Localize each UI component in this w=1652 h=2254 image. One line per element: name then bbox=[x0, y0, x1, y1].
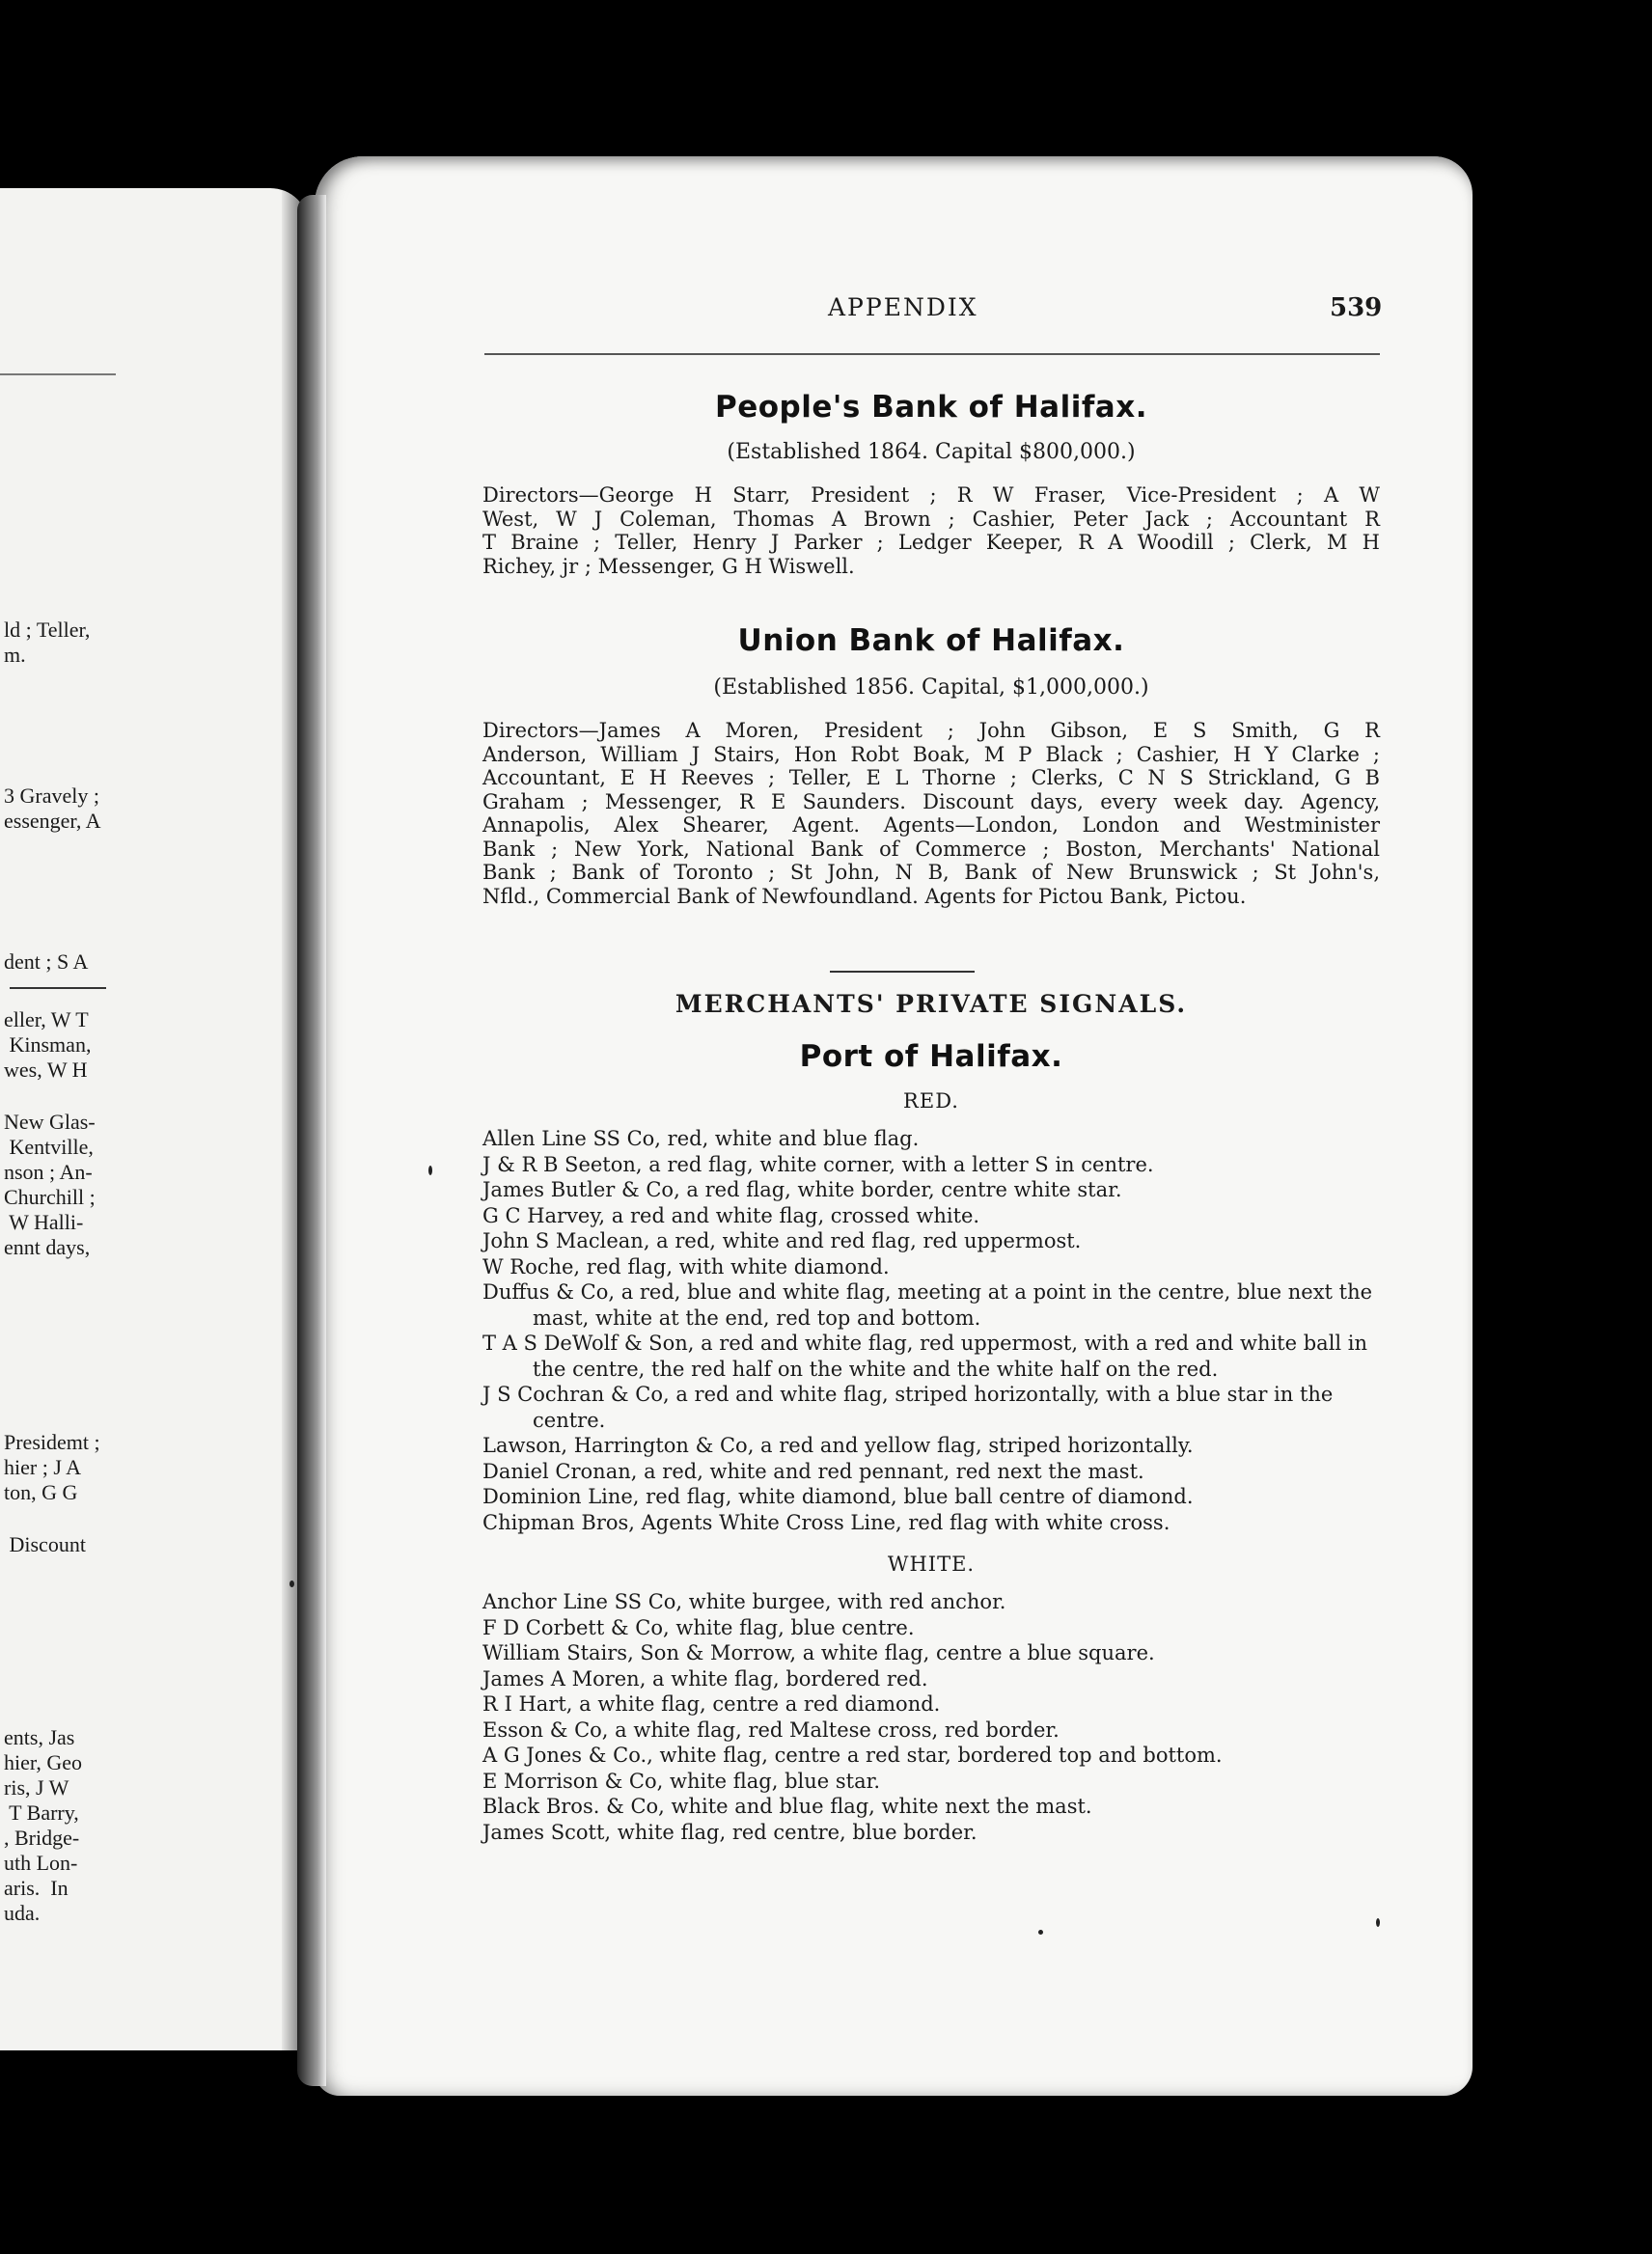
text-line: T Braine ; Teller, Henry J Parker ; Ledger Keeper, R A Woodill ; Clerk, M H bbox=[482, 531, 1380, 554]
text-line: Nfld., Commercial Bank of Newfoundland. Agents for Pictou Bank, Pictou. bbox=[482, 884, 1247, 908]
port-title: Port of Halifax. bbox=[799, 1039, 1063, 1074]
left-page-text-fragment: , Bridge- bbox=[4, 1826, 80, 1850]
signal-entry: Allen Line SS Co, red, white and blue flag. bbox=[482, 1127, 920, 1150]
left-page-text-fragment: 3 Gravely ; bbox=[4, 783, 99, 808]
signal-entry: William Stairs, Son & Morrow, a white flag, centre a blue square. bbox=[482, 1641, 1155, 1664]
signal-entry: Black Bros. & Co, white and blue flag, white next the mast. bbox=[482, 1795, 1092, 1818]
text-line: Richey, jr ; Messenger, G H Wiswell. bbox=[482, 554, 855, 578]
left-page-text-fragment: Presidemt ; bbox=[4, 1430, 100, 1454]
red-subheading: RED. bbox=[903, 1089, 959, 1113]
left-page-text-fragment: Discount bbox=[4, 1532, 86, 1556]
signal-entry: T A S DeWolf & Son, a red and white flag, red uppermost, with a red and white ball in the centre, the red half on the white and the white half on the red. bbox=[482, 1332, 1368, 1381]
text-line: Directors—George H Starr, President ; R W Fraser, Vice-President ; A W bbox=[482, 483, 1380, 507]
left-page-text-fragment: Churchill ; bbox=[4, 1185, 96, 1209]
signal-entry: J & R B Seeton, a red flag, white corner, with a letter S in centre. bbox=[482, 1152, 1154, 1176]
signal-entry: A G Jones & Co., white flag, centre a red star, bordered top and bottom. bbox=[482, 1744, 1223, 1767]
signal-entry: John S Maclean, a red, white and red flag, red uppermost. bbox=[482, 1229, 1082, 1252]
running-head: APPENDIX bbox=[828, 293, 978, 321]
text-line: Graham ; Messenger, R E Saunders. Discount days, every week day. Agency, bbox=[482, 789, 1380, 813]
signal-entry: R I Hart, a white flag, centre a red diamond. bbox=[482, 1692, 941, 1716]
section-divider bbox=[830, 971, 975, 973]
peoples-bank-section bbox=[482, 390, 1380, 578]
union-bank-staff bbox=[482, 719, 1380, 908]
signals-section bbox=[482, 990, 1380, 1845]
signal-entry: W Roche, red flag, with white diamond. bbox=[482, 1254, 890, 1278]
signal-entry: James Butler & Co, a red flag, white border, centre white star. bbox=[482, 1178, 1122, 1201]
signal-entry: G C Harvey, a red and white flag, crossed white. bbox=[482, 1203, 980, 1227]
left-page-text-fragment: Kinsman, bbox=[4, 1032, 92, 1057]
left-page-text-fragment: Kentville, bbox=[4, 1135, 94, 1159]
scan-speck bbox=[1376, 1918, 1380, 1927]
left-page-text-fragment: aris. In bbox=[4, 1876, 69, 1900]
signal-entry: Esson & Co, a white flag, red Maltese cross, red border. bbox=[482, 1718, 1060, 1742]
left-page-text-fragment: W Halli- bbox=[4, 1210, 84, 1234]
left-page-text-fragment: T Barry, bbox=[4, 1800, 79, 1825]
left-page-text-fragment: hier ; J A bbox=[4, 1455, 82, 1479]
peoples-bank-staff bbox=[482, 483, 1380, 578]
left-page-text-fragment: ris, J W bbox=[4, 1775, 69, 1800]
book-gutter bbox=[297, 195, 326, 2086]
text-line: West, W J Coleman, Thomas A Brown ; Cashier, Peter Jack ; Accountant R bbox=[482, 507, 1380, 531]
left-page-text-fragment: ld ; Teller, bbox=[4, 618, 91, 642]
left-page-text-fragment: m. bbox=[4, 643, 26, 667]
left-page-text-fragment: hier, Geo bbox=[4, 1750, 82, 1774]
left-page-text-fragment: wes, W H bbox=[4, 1058, 88, 1082]
text-line: Accountant, E H Reeves ; Teller, E L Thorne ; Clerks, C N S Strickland, G B bbox=[482, 766, 1380, 789]
union-bank-subtitle: (Established 1856. Capital, $1,000,000.) bbox=[713, 675, 1149, 700]
page-number: 539 bbox=[1330, 293, 1383, 322]
left-page-text-fragment: eller, W T bbox=[4, 1007, 89, 1031]
red-signal-list bbox=[482, 1126, 1380, 1535]
union-bank-title: Union Bank of Halifax. bbox=[737, 623, 1125, 658]
peoples-bank-subtitle: (Established 1864. Capital $800,000.) bbox=[727, 440, 1136, 464]
signal-entry: E Morrison & Co, white flag, blue star. bbox=[482, 1769, 881, 1793]
left-page-text-fragment: nson ; An- bbox=[4, 1160, 93, 1184]
signal-entry: James A Moren, a white flag, bordered red. bbox=[482, 1666, 928, 1690]
signal-entry: F D Corbett & Co, white flag, blue centre. bbox=[482, 1615, 915, 1639]
union-bank-section bbox=[482, 623, 1380, 908]
text-line: Bank ; New York, National Bank of Commerce ; Boston, Merchants' National bbox=[482, 837, 1380, 861]
left-page-rule bbox=[0, 373, 116, 375]
left-page-text-fragment: ents, Jas bbox=[4, 1725, 75, 1749]
signal-entry: Duffus & Co, a red, blue and white flag, meeting at a point in the centre, blue next the mast, white at the end, red top and bottom. bbox=[482, 1280, 1373, 1330]
signal-entry: Daniel Cronan, a red, white and red pennant, red next the mast. bbox=[482, 1459, 1144, 1483]
white-signal-list bbox=[482, 1589, 1380, 1845]
white-subheading: WHITE. bbox=[887, 1553, 976, 1576]
text-line: Annapolis, Alex Shearer, Agent. Agents—London, London and Westminister bbox=[482, 813, 1380, 837]
scan-speck bbox=[1038, 1930, 1043, 1935]
left-page-text-fragment: ennt days, bbox=[4, 1235, 91, 1259]
left-page-text-fragment: ton, G G bbox=[4, 1480, 78, 1504]
left-page-text-fragment: New Glas- bbox=[4, 1110, 96, 1134]
signal-entry: Lawson, Harrington & Co, a red and yellow flag, striped horizontally. bbox=[482, 1434, 1194, 1457]
peoples-bank-title: People's Bank of Halifax. bbox=[714, 390, 1147, 425]
left-page-rule bbox=[10, 987, 106, 989]
signal-entry: Chipman Bros, Agents White Cross Line, red flag with white cross. bbox=[482, 1510, 1170, 1534]
left-page-text-fragment: uda. bbox=[4, 1901, 41, 1925]
text-line: Directors—James A Moren, President ; John Gibson, E S Smith, G R bbox=[482, 719, 1380, 742]
left-page-text-fragment: uth Lon- bbox=[4, 1851, 78, 1875]
text-line: Bank ; Bank of Toronto ; St John, N B, Bank of New Brunswick ; St John's, bbox=[482, 861, 1380, 884]
signal-entry: J S Cochran & Co, a red and white flag, striped horizontally, with a blue star in the centre. bbox=[482, 1383, 1334, 1432]
left-page-text-fragment: dent ; S A bbox=[4, 949, 89, 974]
signal-entry: Anchor Line SS Co, white burgee, with red anchor. bbox=[482, 1590, 1006, 1613]
text-line: Anderson, William J Stairs, Hon Robt Boak, M P Black ; Cashier, H Y Clarke ; bbox=[482, 742, 1380, 766]
left-page-text-fragment: essenger, A bbox=[4, 809, 101, 833]
signals-heading: MERCHANTS' PRIVATE SIGNALS. bbox=[675, 990, 1188, 1018]
scan-speck bbox=[289, 1581, 294, 1587]
signal-entry: James Scott, white flag, red centre, blue border. bbox=[482, 1820, 977, 1844]
left-page bbox=[0, 188, 309, 2050]
scan-speck bbox=[428, 1166, 432, 1175]
header-rule bbox=[484, 353, 1380, 355]
signal-entry: Dominion Line, red flag, white diamond, blue ball centre of diamond. bbox=[482, 1485, 1194, 1508]
